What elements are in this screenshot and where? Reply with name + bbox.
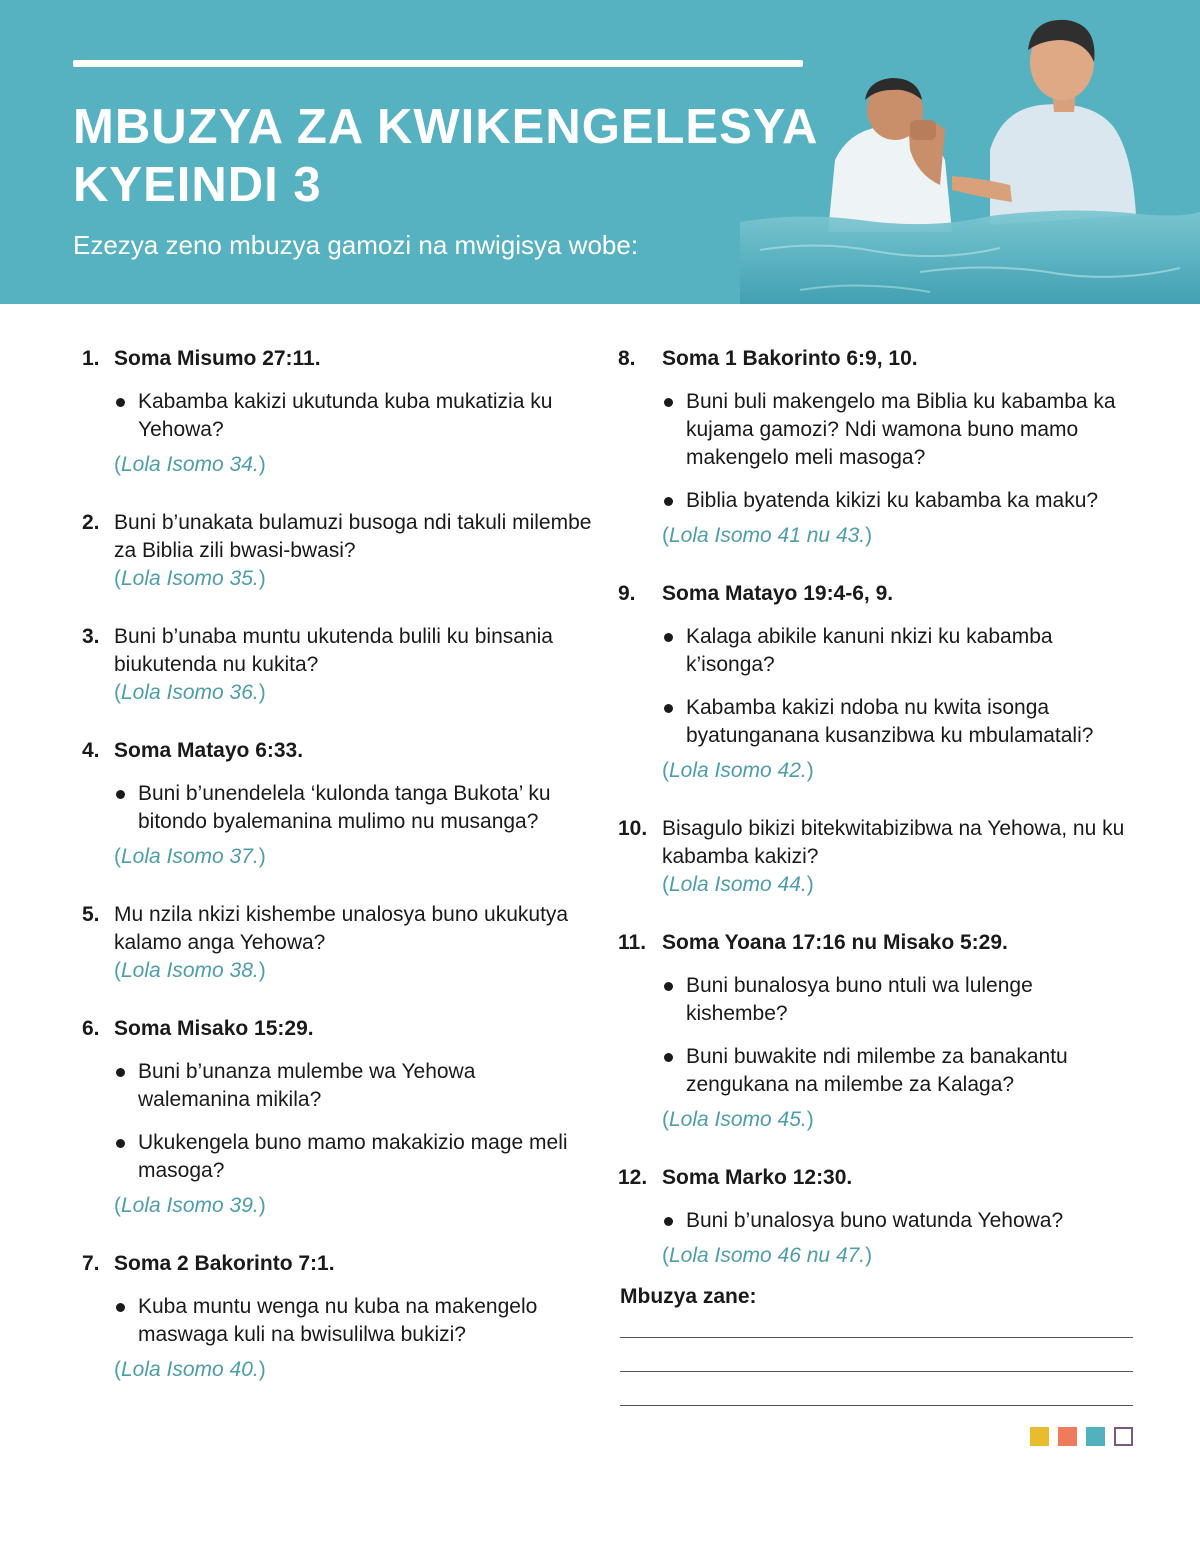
question-title: Soma 2 Bakorinto 7:1. [114, 1252, 335, 1275]
lesson-reference: (Lola Isomo 44.) [662, 873, 814, 896]
bullet-item: Biblia byatenda kikizi ku kabamba ka maku? [662, 487, 1138, 515]
reference-text: Lola Isomo 41 nu 43. [669, 524, 866, 547]
reference-text: Lola Isomo 39. [121, 1194, 259, 1217]
question-number: 5. [82, 903, 100, 926]
bullet-item: Buni buwakite ndi milembe za banakantu zengukana na milembe za Kalaga? [662, 1043, 1138, 1099]
bullet-item: Buni b’unendelela ‘kulonda tanga Bukota’ ku bitondo byalemanina mulimo nu musanga? [114, 780, 592, 836]
bullet-item: Kuba muntu wenga nu kuba na makengelo maswaga kuli na bwisulilwa bukizi? [114, 1293, 592, 1349]
reference-text: Lola Isomo 34. [121, 453, 259, 476]
reference-text: Lola Isomo 42. [669, 759, 807, 782]
yellow-square-icon [1030, 1427, 1049, 1446]
bullet-item: Buni b’unanza mulembe wa Yehowa walemanina mikila? [114, 1058, 592, 1114]
question-title: Soma 1 Bakorinto 6:9, 10. [662, 347, 918, 370]
lesson-reference: (Lola Isomo 36.) [114, 681, 266, 704]
lesson-reference: (Lola Isomo 40.) [114, 1358, 266, 1381]
question-9 [618, 580, 1138, 785]
bullet-item: Buni buli makengelo ma Biblia ku kabamba ka kujama gamozi? Ndi wamona buno mamo makengelo meli masoga? [662, 388, 1138, 472]
bullet-list [114, 780, 592, 836]
own-questions-section [620, 1285, 1133, 1406]
bullet-item: Buni b’unalosya buno watunda Yehowa? [662, 1207, 1138, 1235]
title-line-1: MBUZYA ZA KWIKENGELESYA [73, 100, 819, 154]
purple-outline-square-icon [1114, 1427, 1133, 1446]
lesson-reference: (Lola Isomo 35.) [114, 567, 266, 590]
reference-text: Lola Isomo 37. [121, 845, 259, 868]
bullet-item: Kabamba kakizi ukutunda kuba mukatizia ku Yehowa? [114, 388, 592, 444]
question-number: 3. [82, 625, 100, 648]
reference-text: Lola Isomo 38. [121, 959, 259, 982]
bullet-list [662, 388, 1138, 515]
page-subtitle: Ezezya zeno mbuzya gamozi na mwigisya wobe: [73, 230, 639, 260]
question-number: 2. [82, 511, 100, 534]
question-title: Soma Yoana 17:16 nu Misako 5:29. [662, 931, 1008, 954]
bullet-list [662, 623, 1138, 750]
reference-text: Lola Isomo 36. [121, 681, 259, 704]
lesson-reference: (Lola Isomo 46 nu 47.) [662, 1244, 873, 1267]
question-2 [82, 509, 592, 593]
question-6 [82, 1015, 592, 1220]
lesson-reference: (Lola Isomo 41 nu 43.) [662, 524, 873, 547]
orange-square-icon [1058, 1427, 1077, 1446]
question-10 [618, 815, 1138, 899]
question-12 [618, 1164, 1138, 1270]
baptizer-figure [952, 20, 1136, 225]
baptism-illustration [740, 0, 1200, 304]
question-title: Soma Marko 12:30. [662, 1166, 853, 1189]
question-text: Mu nzila nkizi kishembe unalosya buno ukukutya kalamo anga Yehowa? [114, 903, 569, 954]
question-5 [82, 901, 592, 985]
page-title [73, 98, 833, 214]
own-questions-label: Mbuzya zane: [620, 1285, 757, 1308]
question-title: Soma Misako 15:29. [114, 1017, 314, 1040]
reference-text: Lola Isomo 44. [669, 873, 807, 896]
question-number: 12. [618, 1166, 648, 1189]
question-title: Soma Matayo 6:33. [114, 739, 304, 762]
question-1 [82, 345, 592, 479]
lesson-reference: (Lola Isomo 38.) [114, 959, 266, 982]
teal-square-icon [1086, 1427, 1105, 1446]
question-7 [82, 1250, 592, 1384]
lesson-reference: (Lola Isomo 45.) [662, 1108, 814, 1131]
bullet-list [114, 388, 592, 444]
question-number: 6. [82, 1017, 100, 1040]
question-number: 8. [618, 347, 636, 370]
question-number: 10. [618, 817, 648, 840]
reference-text: Lola Isomo 45. [669, 1108, 807, 1131]
bullet-list [662, 972, 1138, 1099]
left-column [82, 345, 592, 1384]
question-text: Buni b’unakata bulamuzi busoga ndi takuli milembe za Biblia zili bwasi-bwasi? [114, 511, 592, 562]
question-text: Bisagulo bikizi bitekwitabizibwa na Yehowa, nu ku kabamba kakizi? [662, 817, 1125, 868]
lesson-reference: (Lola Isomo 42.) [662, 759, 814, 782]
header-rule [73, 60, 803, 67]
bullet-item: Ukukengela buno mamo makakizio mage meli masoga? [114, 1129, 592, 1185]
reference-text: Lola Isomo 35. [121, 567, 259, 590]
question-number: 9. [618, 582, 636, 605]
baptized-figure [828, 78, 952, 232]
lesson-reference: (Lola Isomo 34.) [114, 453, 266, 476]
bullet-item: Kabamba kakizi ndoba nu kwita isonga byatunganana kusanzibwa ku mbulamatali? [662, 694, 1138, 750]
title-line-2: KYEINDI 3 [73, 158, 322, 212]
right-column [618, 345, 1138, 1270]
question-number: 4. [82, 739, 100, 762]
question-number: 1. [82, 347, 100, 370]
bullet-list [114, 1058, 592, 1185]
reference-text: Lola Isomo 46 nu 47. [669, 1244, 866, 1267]
writing-line[interactable] [620, 1337, 1133, 1338]
question-3 [82, 623, 592, 707]
header-banner [0, 0, 1200, 304]
question-number: 7. [82, 1252, 100, 1275]
question-8 [618, 345, 1138, 550]
question-number: 11. [618, 931, 647, 954]
bullet-item: Buni bunalosya buno ntuli wa lulenge kishembe? [662, 972, 1138, 1028]
bullet-item: Kalaga abikile kanuni nkizi ku kabamba k’isonga? [662, 623, 1138, 679]
bullet-list [114, 1293, 592, 1349]
question-title: Soma Misumo 27:11. [114, 347, 321, 370]
writing-line[interactable] [620, 1405, 1133, 1406]
question-title: Soma Matayo 19:4-6, 9. [662, 582, 894, 605]
reference-text: Lola Isomo 40. [121, 1358, 259, 1381]
question-11 [618, 929, 1138, 1134]
lesson-reference: (Lola Isomo 39.) [114, 1194, 266, 1217]
bullet-list [662, 1207, 1138, 1235]
writing-line[interactable] [620, 1371, 1133, 1372]
lesson-reference: (Lola Isomo 37.) [114, 845, 266, 868]
question-text: Buni b’unaba muntu ukutenda bulili ku binsania biukutenda nu kukita? [114, 625, 553, 676]
question-4 [82, 737, 592, 871]
